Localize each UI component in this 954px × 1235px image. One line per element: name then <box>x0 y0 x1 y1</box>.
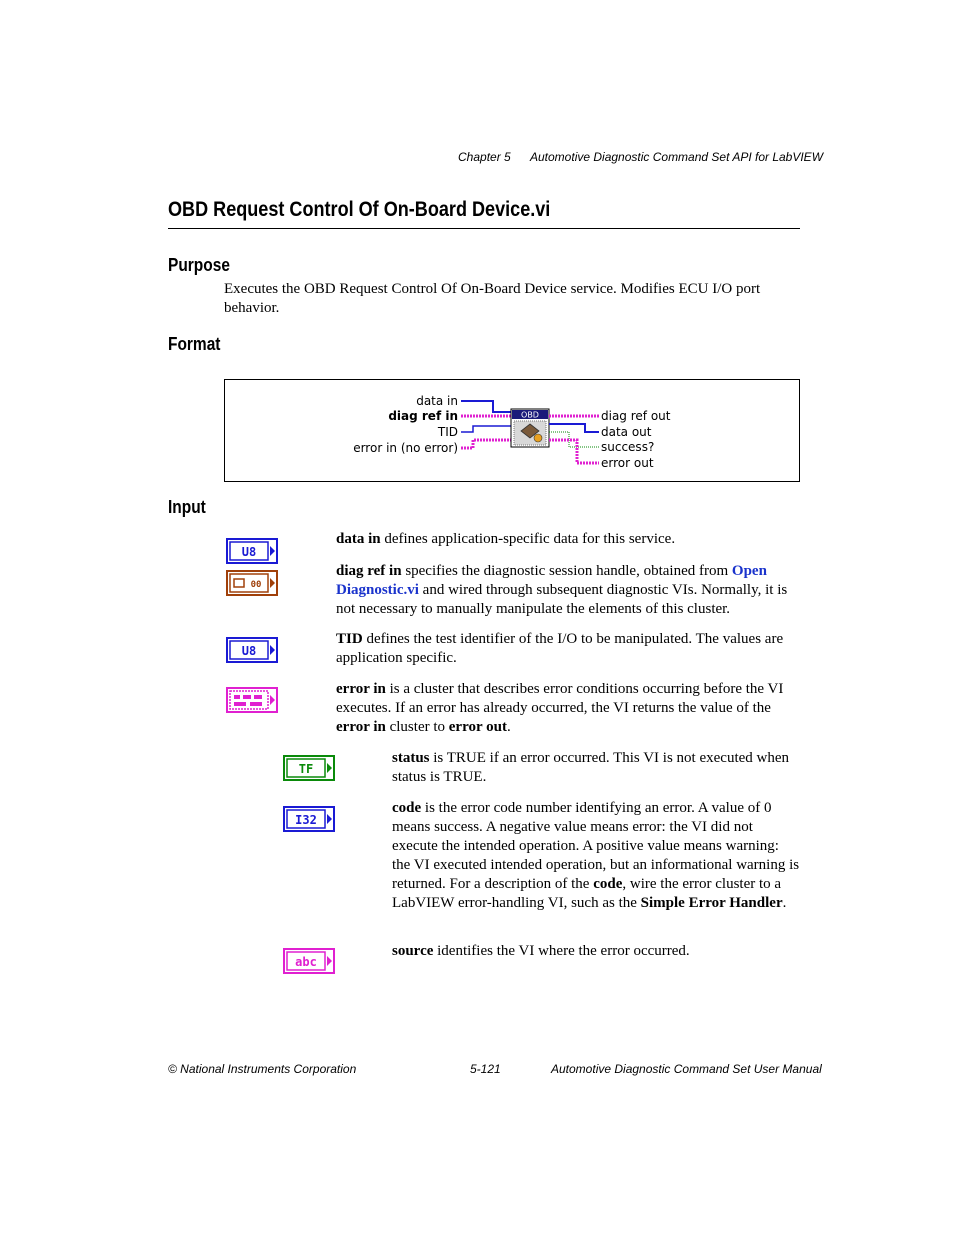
purpose-heading: Purpose <box>168 255 230 275</box>
obd-vi-icon <box>511 409 549 447</box>
wire-data-in <box>461 401 511 412</box>
footer-manual-title: Automotive Diagnostic Command Set User Manual <box>551 1062 822 1076</box>
running-header-title: Automotive Diagnostic Command Set API for LabVIEW <box>530 150 824 164</box>
param-diag-ref-in: diag ref in specifies the diagnostic session handle, obtained from Open Diagnostic.vi and wired through subsequent diagnostic VIs. Normally, it is not necessary to manually manipulate the elements of this cluster. <box>336 563 788 617</box>
input-label-error-in: error in (no error) <box>353 441 458 455</box>
format-heading: Format <box>168 334 221 354</box>
title-rule <box>168 228 800 229</box>
wire-error-out <box>549 440 599 463</box>
input-heading: Input <box>168 497 206 517</box>
purpose-text: Executes the OBD Request Control Of On-Board Device service. Modifies ECU I/O port behavior. <box>224 281 761 316</box>
page-title: OBD Request Control Of On-Board Device.vi <box>168 198 551 221</box>
input-label-diag-ref-in: diag ref in <box>388 409 458 423</box>
wire-data-out <box>549 424 599 432</box>
wire-tid <box>461 426 511 432</box>
param-error-in: error in is a cluster that describes error conditions occurring before the VI executes. If an error has already occurred, the VI returns the value of the error in cluster to error out. <box>336 681 784 735</box>
boolean-icon <box>283 755 335 781</box>
param-data-in: data in defines application-specific data for this service. <box>336 531 676 547</box>
output-label-error-out: error out <box>601 456 654 470</box>
svg-text:abc: abc <box>295 955 317 969</box>
input-label-data-in: data in <box>416 394 458 408</box>
error-cluster-icon <box>226 687 278 713</box>
svg-text:U8: U8 <box>241 644 257 658</box>
param-source: source identifies the VI where the error occurred. <box>392 943 690 959</box>
u8-icon <box>226 637 278 663</box>
i32-icon <box>283 806 335 832</box>
output-label-diag-ref-out: diag ref out <box>601 409 671 423</box>
output-label-data-out: data out <box>601 425 652 439</box>
svg-text:00: 00 <box>250 580 262 590</box>
param-tid: TID defines the test identifier of the I/O to be manipulated. The values are application specific. <box>336 631 784 666</box>
footer-copyright: © National Instruments Corporation <box>168 1062 357 1076</box>
open-diagnostic-link[interactable]: Open Diagnostic.vi <box>336 563 767 598</box>
param-code: code is the error code number identifying an error. A value of 0 means success. A negative value means error: the VI did not execute the intended operation. A positive value means warning: the VI executed intended operation, but an informational warning is returned. For a description of the code, wire the error cluster to a LabVIEW error-handling VI, such as the Simple Error Handler. <box>392 800 800 911</box>
svg-text:OBD: OBD <box>521 410 539 420</box>
svg-text:TF: TF <box>298 762 314 776</box>
input-label-tid: TID <box>437 425 458 439</box>
string-icon <box>283 948 335 974</box>
running-header-chapter: Chapter 5 <box>458 150 511 164</box>
svg-text:I32: I32 <box>295 813 317 827</box>
output-label-success: success? <box>601 440 655 454</box>
footer-page-number: 5-121 <box>470 1062 501 1076</box>
cluster-icon <box>226 570 278 596</box>
svg-text:U8: U8 <box>241 545 257 559</box>
param-status: status is TRUE if an error occurred. This VI is not executed when status is TRUE. <box>392 750 790 785</box>
wire-error-in <box>461 440 511 448</box>
u8-array-icon <box>226 538 278 564</box>
connector-pane-diagram <box>224 379 800 482</box>
